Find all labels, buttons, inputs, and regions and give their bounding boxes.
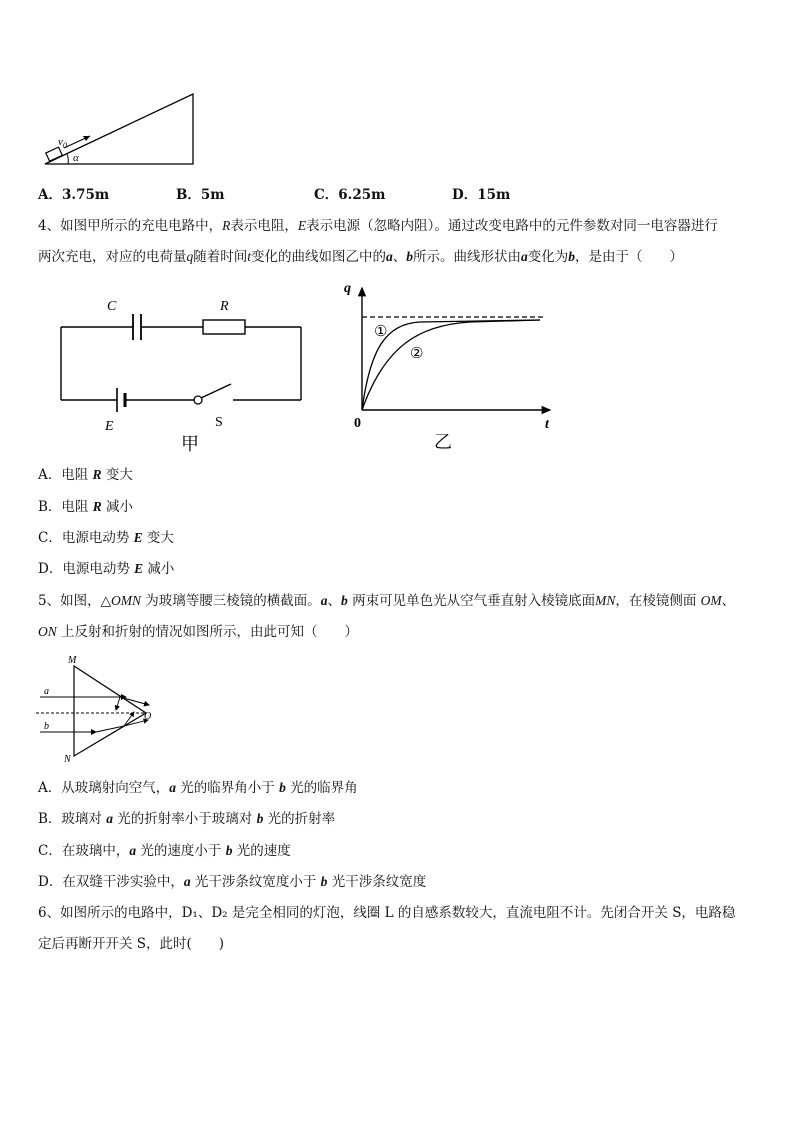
capacitor-label: C: [107, 299, 117, 314]
q5-option-b[interactable]: B．玻璃对 a 光的折射率小于玻璃对 b 光的折射率: [38, 811, 336, 827]
q5-stem-line1: 5、如图，△OMN 为玻璃等腰三棱镜的横截面。a、b 两束可见单色光从空气垂直射入棱镜底面MN，在棱镜侧面 OM、: [38, 593, 736, 609]
v0-label: v: [58, 136, 63, 148]
circuit-caption: 甲: [181, 434, 199, 454]
q4-option-c[interactable]: C．电源电动势 E 变大: [38, 530, 174, 546]
q4-option-a[interactable]: A．电阻 R 变大: [38, 467, 133, 483]
q5-option-a[interactable]: A．从玻璃射向空气，a 光的临界角小于 b 光的临界角: [38, 780, 358, 796]
q4-stem-line1: 4、如图甲所示的充电电路中，R表示电阻，E表示电源（忽略内阻）。通过改变电路中的元件参数对同一电容器进行: [38, 218, 718, 234]
origin-label: 0: [354, 416, 361, 431]
q3-option-d[interactable]: D．15m: [452, 187, 511, 203]
q-axis-label: q: [344, 281, 351, 296]
q5-option-d[interactable]: D．在双缝干涉实验中，a 光干涉条纹宽度小于 b 光干涉条纹宽度: [38, 874, 427, 890]
ray-a-label: a: [44, 686, 49, 697]
switch-label: S: [215, 415, 223, 430]
svg-text:v0: [58, 136, 67, 150]
t-axis-label: t: [545, 417, 549, 432]
prism-diagram: [36, 652, 161, 764]
q5-stem-line2: ON 上反射和折射的情况如图所示，由此可知（ ）: [38, 624, 359, 640]
graph-caption: 乙: [434, 432, 452, 452]
q4-option-d[interactable]: D．电源电动势 E 减小: [38, 561, 175, 577]
curve-1-label: ①: [374, 324, 388, 340]
q4-option-b[interactable]: B．电阻 R 减小: [38, 499, 134, 515]
v0-subscript: 0: [62, 141, 67, 150]
vertex-o-label: O: [144, 711, 152, 722]
q6-stem-line2: 定后再断开开关 S，此时( ): [38, 936, 225, 952]
ray-b-label: b: [44, 721, 49, 732]
q4-stem-line2: 两次充电，对应的电荷量q随着时间t变化的曲线如图乙中的a、b所示。曲线形状由a变化为b，是由于（ ）: [38, 249, 684, 265]
curve-2-label: ②: [410, 346, 424, 362]
q3-option-c[interactable]: C．6.25m: [314, 187, 386, 203]
alpha-label: α: [73, 152, 79, 164]
charge-time-graph: [340, 280, 565, 455]
circuit-diagram: [55, 292, 315, 457]
q3-option-b[interactable]: B．5m: [176, 187, 225, 203]
vertex-n-label: N: [64, 754, 71, 764]
q3-option-a[interactable]: A．3.75m: [38, 187, 110, 203]
q6-stem-line1: 6、如图所示的电路中，D₁、D₂ 是完全相同的灯泡，线圈 L 的自感系数较大，直流电阻不计。先闭合开关 S，电路稳: [38, 905, 736, 921]
incline-figure: [38, 88, 200, 168]
q5-option-c[interactable]: C．在玻璃中，a 光的速度小于 b 光的速度: [38, 843, 291, 859]
emf-label: E: [105, 419, 114, 434]
resistor-label: R: [220, 299, 229, 314]
vertex-m-label: M: [68, 655, 77, 666]
